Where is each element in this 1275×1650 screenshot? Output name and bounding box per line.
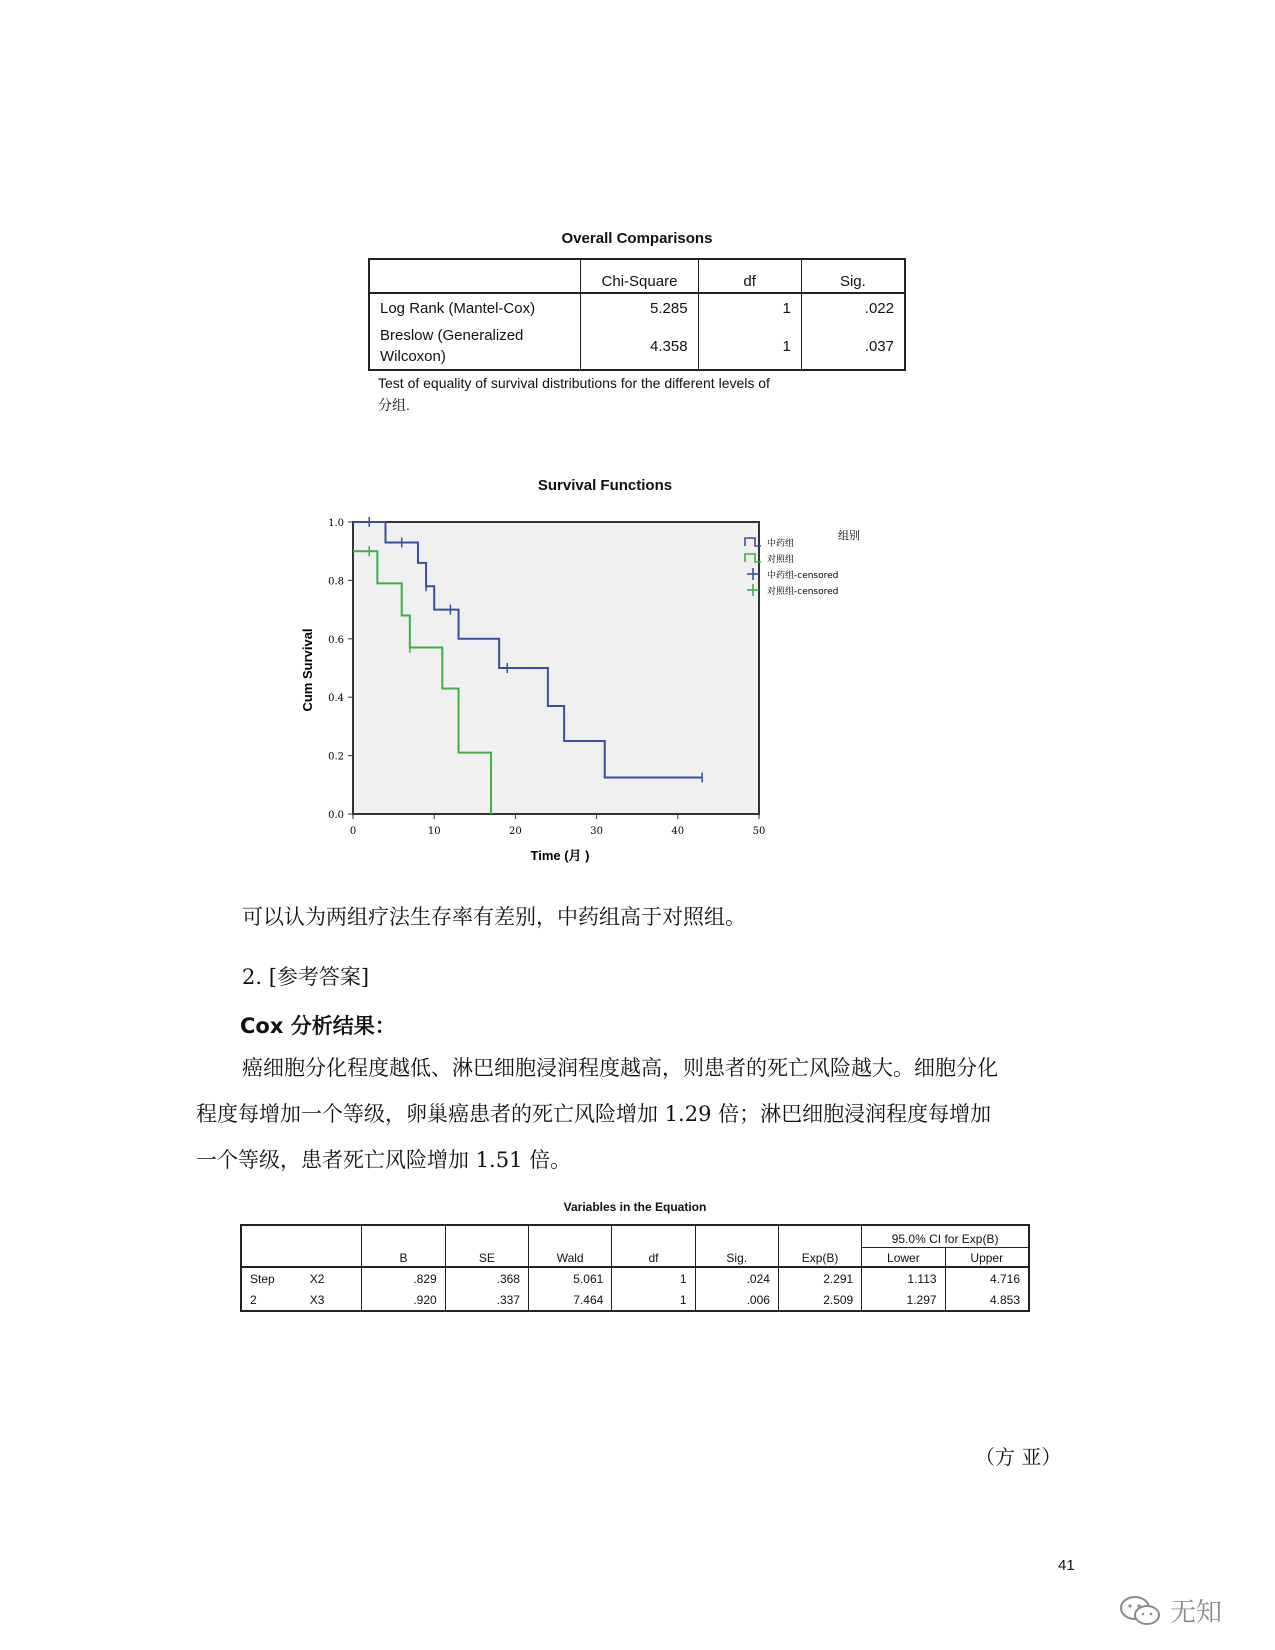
cell-lower: 1.297 <box>862 1289 945 1311</box>
row-label-line2: Wilcoxon) <box>380 348 446 365</box>
watermark <box>1118 1592 1222 1629</box>
x-tick-label: 20 <box>509 826 522 837</box>
cell-sig: .006 <box>695 1289 778 1311</box>
cell-upper: 4.853 <box>945 1289 1029 1311</box>
x-tick-label: 0 <box>349 826 357 837</box>
overall-comparisons-title: Overall Comparisons <box>561 230 713 247</box>
page-number: 41 <box>1058 1557 1075 1574</box>
cell-df: 1 <box>612 1289 695 1311</box>
author-signature: （方 亚） <box>975 1445 1062 1469</box>
answer-heading: 2. [参考答案] <box>242 965 370 989</box>
cell-b: .829 <box>362 1267 445 1289</box>
table-footnote <box>378 372 770 416</box>
table-row <box>241 1289 1029 1311</box>
legend-label: 对照组 <box>767 555 795 565</box>
x-tick-label: 30 <box>590 826 603 837</box>
y-tick-label: 0.2 <box>328 751 344 763</box>
cell-upper: 4.716 <box>945 1267 1029 1289</box>
footnote-line1: Test of equality of survival distributions for the different levels of <box>378 375 770 391</box>
header-blank <box>369 259 581 293</box>
cell-wald: 5.061 <box>528 1267 611 1289</box>
conclusion-text: 可以认为两组疗法生存率有差别，中药组高于对照组。 <box>242 905 746 929</box>
cell-df: 1 <box>698 293 801 323</box>
step-label: Step <box>250 1271 275 1286</box>
x-tick-label: 10 <box>427 826 441 837</box>
cell-se: .337 <box>445 1289 528 1311</box>
cell-se: .368 <box>445 1267 528 1289</box>
footnote-line2: 分组. <box>378 397 410 413</box>
y-tick-label: 1.0 <box>328 518 344 529</box>
header-blank <box>241 1225 362 1267</box>
variables-table <box>240 1224 1030 1312</box>
y-tick-label: 0.8 <box>328 576 344 588</box>
chart-title: Survival Functions <box>537 477 673 494</box>
cell-sig: .022 <box>801 293 905 323</box>
cell-sig: .024 <box>695 1267 778 1289</box>
x-axis-label: Time (月 ) <box>530 848 590 863</box>
plot-area <box>353 522 759 814</box>
cell-expb: 2.509 <box>778 1289 861 1311</box>
header-lower: Lower <box>862 1247 945 1267</box>
para-line: 癌细胞分化程度越低、淋巴细胞浸润程度越高，则患者的死亡风险越大。细胞分化 <box>242 1056 998 1080</box>
y-tick-label: 0.0 <box>328 810 344 821</box>
header-chi-square: Chi-Square <box>581 259 698 293</box>
header-expb: Exp(B) <box>778 1225 861 1267</box>
y-tick-label: 0.4 <box>328 693 344 705</box>
step-number: 2 <box>250 1292 257 1307</box>
variables-title: Variables in the Equation <box>563 1200 707 1214</box>
legend-title: 组别 <box>838 529 860 542</box>
table-row <box>369 293 905 323</box>
x-tick-label: 40 <box>671 826 685 837</box>
y-axis-label: Cum Survival <box>300 628 315 712</box>
header-wald: Wald <box>528 1225 611 1267</box>
legend-label: 中药组 <box>767 539 795 549</box>
survival-chart <box>290 505 930 870</box>
cell-chi: 5.285 <box>581 293 698 323</box>
row-label: Log Rank (Mantel-Cox) <box>380 300 536 317</box>
table-row <box>241 1267 1029 1289</box>
var-name: X3 <box>309 1292 325 1307</box>
header-se: SE <box>445 1225 528 1267</box>
cell-b: .920 <box>362 1289 445 1311</box>
wechat-icon <box>1118 1595 1162 1627</box>
para-line: 程度每增加一个等级，卵巢癌患者的死亡风险增加 1.29 倍；淋巴细胞浸润程度每增加 <box>196 1102 992 1126</box>
x-tick-label: 50 <box>752 826 766 837</box>
cell-df: 1 <box>698 323 801 370</box>
cell-chi: 4.358 <box>581 323 698 370</box>
header-df: df <box>698 259 801 293</box>
cell-lower: 1.113 <box>862 1267 945 1289</box>
legend-label: 对照组-censored <box>767 587 839 597</box>
header-df: df <box>612 1225 695 1267</box>
cell-sig: .037 <box>801 323 905 370</box>
header-b: B <box>362 1225 445 1267</box>
row-label-line1: Breslow (Generalized <box>380 327 524 344</box>
y-tick-label: 0.6 <box>328 634 344 646</box>
legend-label: 中药组-censored <box>767 571 839 581</box>
cell-expb: 2.291 <box>778 1267 861 1289</box>
cell-df: 1 <box>612 1267 695 1289</box>
cox-paragraph <box>196 1045 1096 1183</box>
header-sig: Sig. <box>801 259 905 293</box>
table-row <box>369 323 905 370</box>
para-line: 一个等级，患者死亡风险增加 1.51 倍。 <box>196 1148 572 1172</box>
header-sig: Sig. <box>695 1225 778 1267</box>
overall-comparisons-table <box>368 258 906 371</box>
row-label <box>369 323 581 370</box>
cox-heading: Cox 分析结果： <box>240 1014 396 1038</box>
header-upper: Upper <box>945 1247 1029 1267</box>
cell-wald: 7.464 <box>528 1289 611 1311</box>
header-ci: 95.0% CI for Exp(B) <box>862 1225 1029 1247</box>
watermark-text: 无知 <box>1170 1598 1223 1628</box>
var-name: X2 <box>309 1271 325 1286</box>
